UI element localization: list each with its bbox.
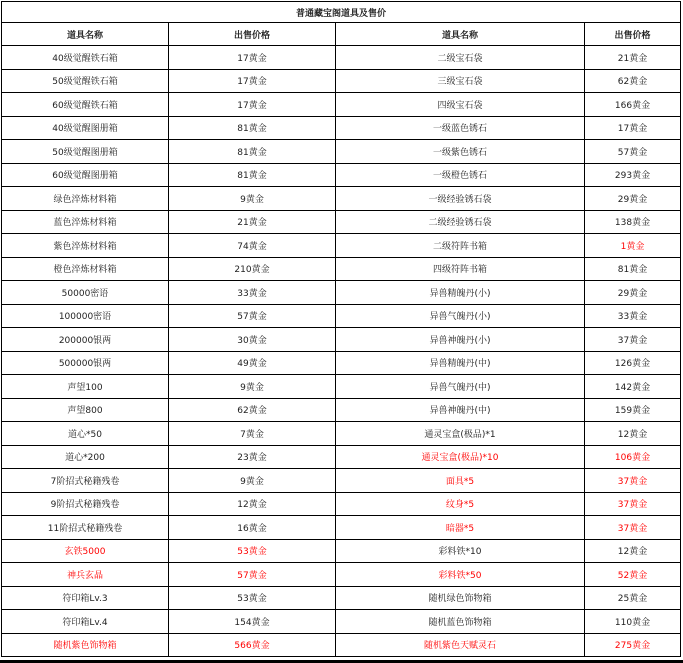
table-row	[2, 633, 681, 657]
item-name-right: 随机绿色饰物箱	[336, 586, 585, 610]
item-price-left: 57黄金	[169, 563, 336, 587]
item-price-right: 57黄金	[585, 140, 681, 164]
item-price-left: 81黄金	[169, 116, 336, 140]
item-name-right: 面具*5	[336, 469, 585, 493]
item-name-left: 7阶招式秘籍残卷	[2, 469, 169, 493]
item-price-right: 33黄金	[585, 304, 681, 328]
item-name-left: 60级觉醒图册箱	[2, 163, 169, 187]
header-item-name-left: 道具名称	[2, 23, 169, 46]
table-row	[2, 187, 681, 211]
item-price-left: 154黄金	[169, 610, 336, 634]
item-price-right: 166黄金	[585, 93, 681, 117]
table-row	[2, 516, 681, 540]
item-price-left: 23黄金	[169, 445, 336, 469]
item-price-right: 12黄金	[585, 422, 681, 446]
item-name-right: 异兽神魄丹(中)	[336, 398, 585, 422]
item-name-left: 500000银两	[2, 351, 169, 375]
item-name-left: 道心*50	[2, 422, 169, 446]
item-price-left: 62黄金	[169, 398, 336, 422]
table-row	[2, 351, 681, 375]
item-name-right: 二级符阵书箱	[336, 234, 585, 258]
item-price-right: 29黄金	[585, 281, 681, 305]
item-name-right: 暗器*5	[336, 516, 585, 540]
item-price-left: 9黄金	[169, 375, 336, 399]
item-price-right: 62黄金	[585, 69, 681, 93]
item-price-right: 37黄金	[585, 492, 681, 516]
item-name-right: 四级宝石袋	[336, 93, 585, 117]
table-row	[2, 445, 681, 469]
table-header-row	[2, 23, 681, 46]
item-price-left: 57黄金	[169, 304, 336, 328]
table-row	[2, 586, 681, 610]
item-name-left: 道心*200	[2, 445, 169, 469]
item-price-right: 29黄金	[585, 187, 681, 211]
item-price-left: 9黄金	[169, 469, 336, 493]
item-name-right: 彩料铁*50	[336, 563, 585, 587]
item-name-left: 随机紫色饰物箱	[2, 633, 169, 657]
item-price-right: 106黄金	[585, 445, 681, 469]
item-name-left: 蓝色淬炼材料箱	[2, 210, 169, 234]
item-price-right: 52黄金	[585, 563, 681, 587]
table-row	[2, 610, 681, 634]
item-price-left: 9黄金	[169, 187, 336, 211]
item-name-right: 异兽精魄丹(中)	[336, 351, 585, 375]
table-row	[2, 69, 681, 93]
item-name-left: 符印箱Lv.3	[2, 586, 169, 610]
table-row	[2, 140, 681, 164]
item-name-left: 100000密语	[2, 304, 169, 328]
item-name-left: 神兵玄晶	[2, 563, 169, 587]
item-price-left: 17黄金	[169, 93, 336, 117]
item-price-left: 81黄金	[169, 140, 336, 164]
table-row	[2, 234, 681, 258]
item-name-left: 50级觉醒铁石箱	[2, 69, 169, 93]
item-price-right: 126黄金	[585, 351, 681, 375]
item-price-right: 293黄金	[585, 163, 681, 187]
table-row	[2, 539, 681, 563]
item-price-right: 138黄金	[585, 210, 681, 234]
item-name-right: 一级经验锈石袋	[336, 187, 585, 211]
item-name-right: 异兽神魄丹(小)	[336, 328, 585, 352]
table-title-row	[2, 2, 681, 23]
item-price-left: 53黄金	[169, 586, 336, 610]
item-price-right: 275黄金	[585, 633, 681, 657]
item-name-right: 二级经验锈石袋	[336, 210, 585, 234]
item-name-left: 50级觉醒图册箱	[2, 140, 169, 164]
header-price-left: 出售价格	[169, 23, 336, 46]
table-row	[2, 563, 681, 587]
item-name-right: 异兽精魄丹(小)	[336, 281, 585, 305]
item-name-right: 异兽气魄丹(小)	[336, 304, 585, 328]
item-price-right: 37黄金	[585, 469, 681, 493]
table-row	[2, 304, 681, 328]
table-row	[2, 46, 681, 70]
item-name-left: 11阶招式秘籍残卷	[2, 516, 169, 540]
item-name-right: 异兽气魄丹(中)	[336, 375, 585, 399]
item-price-right: 159黄金	[585, 398, 681, 422]
item-name-left: 符印箱Lv.4	[2, 610, 169, 634]
item-price-right: 142黄金	[585, 375, 681, 399]
table-row	[2, 210, 681, 234]
item-price-left: 81黄金	[169, 163, 336, 187]
item-price-left: 12黄金	[169, 492, 336, 516]
table-row	[2, 257, 681, 281]
item-price-right: 21黄金	[585, 46, 681, 70]
item-price-left: 49黄金	[169, 351, 336, 375]
item-price-right: 110黄金	[585, 610, 681, 634]
item-price-left: 17黄金	[169, 69, 336, 93]
item-name-left: 40级觉醒图册箱	[2, 116, 169, 140]
table-row	[2, 116, 681, 140]
item-price-left: 16黄金	[169, 516, 336, 540]
item-price-left: 33黄金	[169, 281, 336, 305]
header-price-right: 出售价格	[585, 23, 681, 46]
item-price-right: 81黄金	[585, 257, 681, 281]
item-price-left: 210黄金	[169, 257, 336, 281]
table-row	[2, 398, 681, 422]
table-row	[2, 163, 681, 187]
table-row	[2, 492, 681, 516]
item-price-right: 37黄金	[585, 516, 681, 540]
item-price-left: 30黄金	[169, 328, 336, 352]
item-price-right: 12黄金	[585, 539, 681, 563]
item-name-right: 彩料铁*10	[336, 539, 585, 563]
item-price-right: 37黄金	[585, 328, 681, 352]
item-name-right: 三级宝石袋	[336, 69, 585, 93]
item-name-right: 通灵宝盒(极品)*1	[336, 422, 585, 446]
price-table	[1, 1, 681, 657]
item-price-right: 17黄金	[585, 116, 681, 140]
item-price-right: 1黄金	[585, 234, 681, 258]
item-name-right: 纹身*5	[336, 492, 585, 516]
item-name-right: 一级紫色锈石	[336, 140, 585, 164]
item-price-left: 17黄金	[169, 46, 336, 70]
table-row	[2, 281, 681, 305]
item-name-left: 40级觉醒铁石箱	[2, 46, 169, 70]
item-name-right: 一级橙色锈石	[336, 163, 585, 187]
item-name-right: 随机紫色天赋灵石	[336, 633, 585, 657]
item-name-right: 二级宝石袋	[336, 46, 585, 70]
item-price-left: 53黄金	[169, 539, 336, 563]
item-name-left: 绿色淬炼材料箱	[2, 187, 169, 211]
table-row	[2, 469, 681, 493]
table-row	[2, 93, 681, 117]
item-price-left: 74黄金	[169, 234, 336, 258]
item-price-left: 21黄金	[169, 210, 336, 234]
item-name-left: 200000银两	[2, 328, 169, 352]
item-name-left: 50000密语	[2, 281, 169, 305]
item-name-right: 通灵宝盒(极品)*10	[336, 445, 585, 469]
table-row	[2, 422, 681, 446]
item-name-right: 一级蓝色锈石	[336, 116, 585, 140]
header-item-name-right: 道具名称	[336, 23, 585, 46]
item-name-right: 四级符阵书箱	[336, 257, 585, 281]
item-name-left: 玄铁5000	[2, 539, 169, 563]
item-name-right: 随机蓝色饰物箱	[336, 610, 585, 634]
item-name-left: 60级觉醒铁石箱	[2, 93, 169, 117]
item-price-left: 566黄金	[169, 633, 336, 657]
item-price-left: 7黄金	[169, 422, 336, 446]
table-title: 普通藏宝阁道具及售价	[2, 2, 681, 23]
item-name-left: 9阶招式秘籍残卷	[2, 492, 169, 516]
item-name-left: 紫色淬炼材料箱	[2, 234, 169, 258]
table-row	[2, 375, 681, 399]
table-row	[2, 328, 681, 352]
item-name-left: 声望800	[2, 398, 169, 422]
item-name-left: 声望100	[2, 375, 169, 399]
item-price-right: 25黄金	[585, 586, 681, 610]
item-name-left: 橙色淬炼材料箱	[2, 257, 169, 281]
